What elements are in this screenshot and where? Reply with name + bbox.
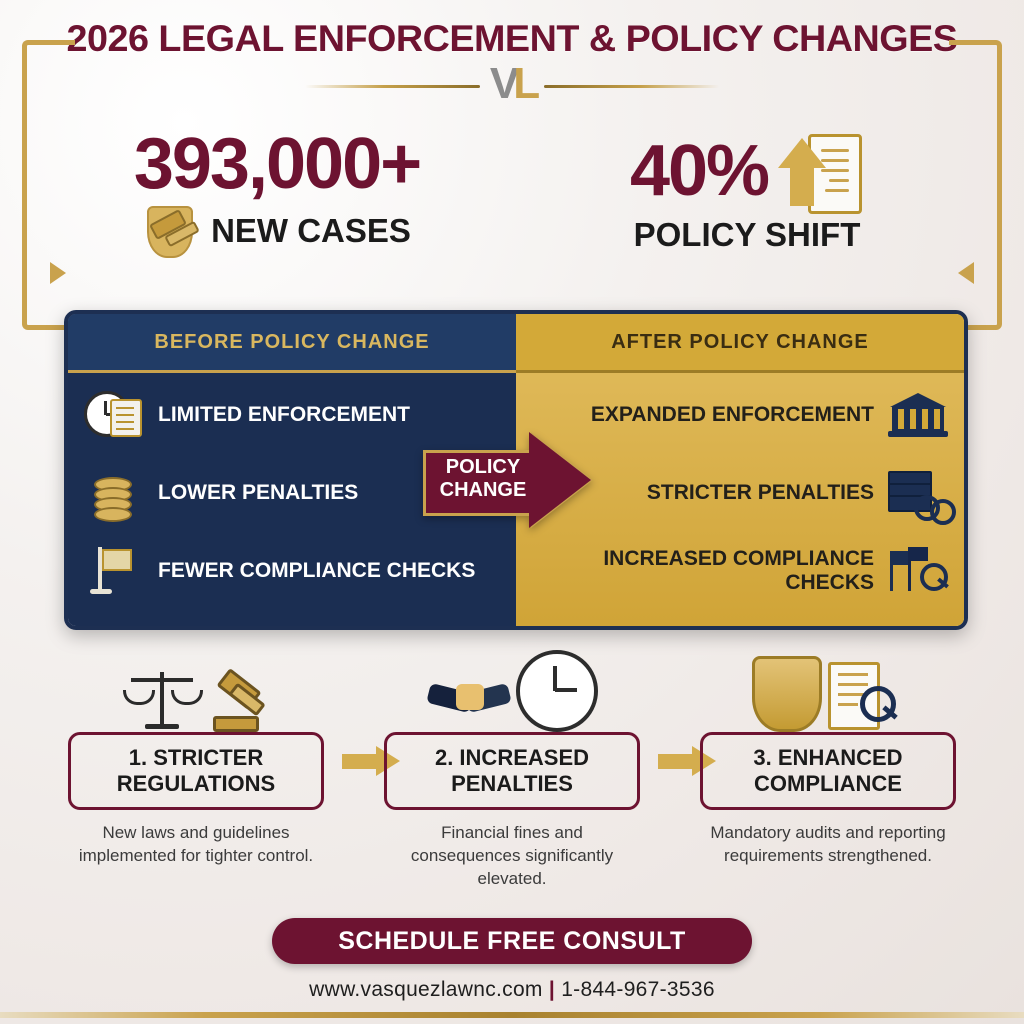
policy-change-arrow bbox=[423, 432, 593, 528]
stats-row bbox=[0, 124, 1024, 298]
page-title: 2026 LEGAL ENFORCEMENT & POLICY CHANGES bbox=[66, 18, 958, 59]
step-1-title-box bbox=[68, 732, 324, 810]
schedule-free-consult-button[interactable]: SCHEDULE FREE CONSULT bbox=[272, 918, 752, 964]
step-title: 2. INCREASED PENALTIES bbox=[434, 745, 590, 796]
gavel-shield-icon bbox=[143, 200, 201, 260]
handshake-icon bbox=[426, 672, 512, 732]
footer-gold-bar bbox=[0, 1012, 1024, 1018]
divider-left bbox=[305, 85, 480, 88]
stat-value: 393,000+ bbox=[133, 124, 421, 204]
after-item-label: STRICTER PENALTIES bbox=[646, 480, 874, 504]
stat-label: NEW CASES bbox=[211, 212, 411, 249]
stat-label: POLICY SHIFT bbox=[633, 216, 861, 253]
step-description: Mandatory audits and reporting requirements strengthened. bbox=[710, 823, 946, 865]
website-link[interactable]: www.vasquezlawnc.com bbox=[309, 978, 543, 1001]
coins-icon bbox=[84, 465, 144, 521]
scales-icon bbox=[123, 666, 201, 732]
courthouse-icon bbox=[888, 387, 948, 443]
step-1 bbox=[68, 640, 324, 868]
step-2 bbox=[384, 640, 640, 891]
contact-separator: | bbox=[548, 978, 556, 1001]
policy-arrow-line1: POLICY bbox=[445, 456, 521, 478]
step-description: Financial fines and consequences significantly elevated. bbox=[410, 823, 614, 888]
clock-icon bbox=[516, 650, 598, 732]
after-heading: AFTER POLICY CHANGE bbox=[516, 314, 964, 373]
monogram-l: L bbox=[513, 59, 535, 108]
document-magnifier-icon bbox=[826, 660, 904, 732]
step-2-title-box bbox=[384, 732, 640, 810]
contact-line bbox=[0, 978, 1024, 1002]
step-2-art bbox=[384, 640, 640, 732]
before-item-label: LIMITED ENFORCEMENT bbox=[158, 402, 410, 426]
monogram-divider bbox=[0, 59, 1024, 108]
policy-arrow-line2: CHANGE bbox=[439, 479, 527, 501]
after-item-label: INCREASED COMPLIANCE CHECKS bbox=[603, 546, 874, 594]
flag-icon bbox=[84, 543, 144, 599]
phone-number[interactable]: 1-844-967-3536 bbox=[561, 978, 715, 1001]
stat-new-cases bbox=[62, 124, 492, 260]
step-3 bbox=[700, 640, 956, 868]
money-handcuffs-icon bbox=[888, 465, 948, 521]
before-item-3 bbox=[84, 543, 500, 599]
after-item-3 bbox=[532, 543, 948, 599]
step-3-art bbox=[700, 640, 956, 732]
stat-policy-shift bbox=[532, 128, 962, 254]
steps-row bbox=[60, 640, 964, 900]
after-item-1 bbox=[532, 387, 948, 443]
step-description: New laws and guidelines implemented for tighter control. bbox=[78, 823, 314, 865]
header bbox=[0, 18, 1024, 108]
divider-right bbox=[544, 85, 719, 88]
monogram-v: V bbox=[489, 59, 514, 108]
step-title: 3. ENHANCED COMPLIANCE bbox=[753, 745, 903, 796]
step-1-art bbox=[68, 640, 324, 732]
stat-value: 40% bbox=[629, 131, 769, 211]
document-up-arrow-icon bbox=[778, 128, 864, 214]
before-item-label: FEWER COMPLIANCE CHECKS bbox=[158, 558, 476, 582]
flags-magnifier-icon bbox=[888, 543, 948, 599]
after-item-2 bbox=[532, 465, 948, 521]
shield-icon bbox=[752, 656, 822, 732]
step-title: 1. STRICTER REGULATIONS bbox=[116, 745, 276, 796]
before-heading: BEFORE POLICY CHANGE bbox=[68, 314, 516, 373]
after-item-label: EXPANDED ENFORCEMENT bbox=[590, 402, 874, 426]
step-3-title-box bbox=[700, 732, 956, 810]
clock-document-icon bbox=[84, 387, 144, 443]
before-item-label: LOWER PENALTIES bbox=[158, 480, 359, 504]
gavel-icon bbox=[205, 668, 269, 732]
brand-monogram bbox=[489, 59, 535, 108]
